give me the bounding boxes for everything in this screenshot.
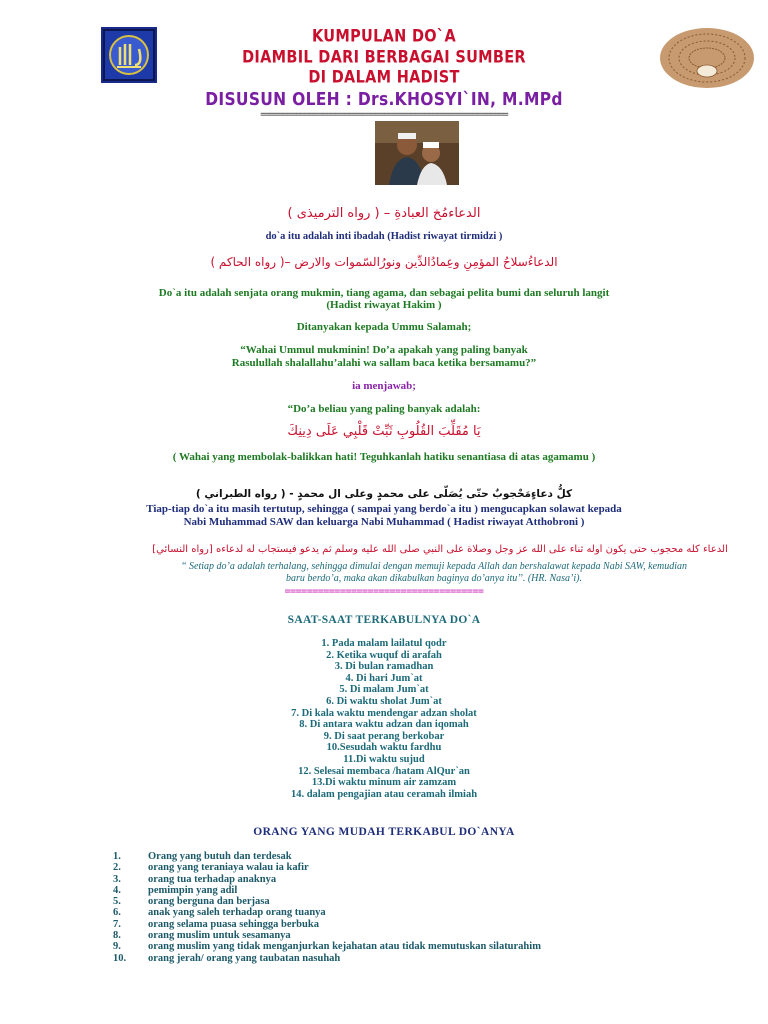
hadith-1-arabic: الدعاءمُخ العبادةِ – ( رواه الترميذى ) xyxy=(287,206,481,221)
list-item-number: 7. xyxy=(113,918,121,930)
list-item: 10.Sesudah waktu fardhu xyxy=(326,742,442,754)
hadith-2-arabic: الدعاءُسلاحُ المؤمِنِ وعِمادُالدِّين ونورُالسّموات والارض –( رواه الحاكم ) xyxy=(210,255,558,269)
title-line-1: KUMPULAN DO`A xyxy=(312,27,456,47)
portrait-photo xyxy=(375,121,459,185)
ummu-prayer-translation: ( Wahai yang membolak-balikkan hati! Teguhkanlah hatiku senantiasa di atas agamamu ) xyxy=(172,451,596,463)
list-item: 2. Ketika wuquf di arafah xyxy=(326,649,442,661)
hadith-2-translation-line-1: Do`a itu adalah senjata orang mukmin, tiang agama, dan sebagai pelita bumi dan seluruh langit xyxy=(158,287,610,299)
list-item-text: anak yang saleh terhadap orang tuanya xyxy=(148,907,326,919)
list-item: 11.Di waktu sujud xyxy=(343,753,425,765)
list-item xyxy=(113,941,541,952)
header-divider: ======================================================== xyxy=(260,110,508,120)
list-item: 7. Di kala waktu mendengar adzan sholat xyxy=(291,707,477,719)
list-item xyxy=(113,862,541,873)
list-item-text: orang muslim untuk sesamanya xyxy=(148,930,291,942)
list-item-number: 2. xyxy=(113,862,121,874)
list-item-number: 3. xyxy=(113,873,121,885)
list-item-text: orang jerah/ orang yang taubatan nasuhah xyxy=(148,952,341,964)
list-item: 6. Di waktu sholat Jum`at xyxy=(326,695,442,707)
list-item xyxy=(113,907,541,918)
saat-list xyxy=(0,638,768,800)
ummu-arabic-prayer: يَا مُقَلِّبَ القُلُوبِ ثَبِّتْ قَلْبِي عَلَى دِينِكَ xyxy=(287,424,481,439)
list-item-text: orang tua terhadap anaknya xyxy=(148,873,277,885)
ummu-question-line-1: “Wahai Ummul mukminin! Do’a apakah yang paling banyak xyxy=(240,344,528,356)
list-item-number: 1. xyxy=(113,851,121,862)
list-item-number: 4. xyxy=(113,884,121,896)
ummu-answer: “Do’a beliau yang paling banyak adalah: xyxy=(287,403,481,415)
section-divider: ==================================== xyxy=(284,586,484,597)
list-item: 4. Di hari Jum`at xyxy=(345,672,423,684)
list-item-text: Orang yang butuh dan terdesak xyxy=(148,851,292,862)
list-item-text: orang selama puasa sehingga berbuka xyxy=(148,918,319,930)
list-item xyxy=(113,896,541,907)
list-item-text: orang yang teraniaya walau ia kafir xyxy=(148,862,309,874)
title-line-2: DIAMBIL DARI BERBAGAI SUMBER xyxy=(242,48,526,68)
list-item-number: 8. xyxy=(113,930,121,942)
hadith-3-translation-line-2: Nabi Muhammad SAW dan keluarga Nabi Muhammad ( Hadist riwayat Atthobroni ) xyxy=(183,516,585,528)
hadith-3-arabic: كلُّ دعاءٍمَحْجوبٌ حتّى يُصَلّى على محمدٍ وعلى ال محمدٍ - ( رواه الطبراني ) xyxy=(195,488,573,500)
list-item: 14. dalam pengajian atau ceramah ilmiah xyxy=(290,788,478,800)
list-item xyxy=(113,885,541,896)
author-line: DISUSUN OLEH : Drs.KHOSYI`IN, M.MPd xyxy=(205,88,563,110)
list-item xyxy=(113,874,541,885)
list-item-text: pemimpin yang adil xyxy=(148,884,238,896)
list-item-number: 9. xyxy=(113,941,121,953)
list-item-text: orang muslim yang tidak menganjurkan kejahatan atau tidak memutuskan silaturahim xyxy=(148,941,541,953)
list-item-number: 10. xyxy=(113,952,127,964)
orang-list xyxy=(113,851,541,964)
saat-section-title: SAAT-SAAT TERKABULNYA DO`A xyxy=(287,614,481,626)
list-item: 5. Di malam Jum`at xyxy=(339,684,429,696)
hadith-4-arabic: الدعاء كله محجوب حتى يكون أوله ثناء على الله عز وجل وصلاة على النبي صلى الله عليه وسلم ثم يدعو فيستجاب له لدعاءه [رواه النسائي] xyxy=(152,544,728,555)
ummu-answer-intro: ia menjawab; xyxy=(352,380,416,392)
list-item-number: 6. xyxy=(113,907,121,919)
list-item: 3. Di bulan ramadhan xyxy=(334,661,434,673)
hadith-4-translation-line-2: baru berdo’a, maka akan dikabulkan baginya do’anya itu’’. (HR. Nasa’i). xyxy=(286,573,582,584)
list-item: 9. Di saat perang berkobar xyxy=(323,730,445,742)
list-item: 8. Di antara waktu adzan dan iqomah xyxy=(299,719,469,731)
hadith-4-translation-line-1: “ Setiap do’a adalah terhalang, sehingga dimulai dengan memuji kepada Allah dan bershalawat kepada Nabi SAW, kemudian xyxy=(180,561,688,572)
list-item xyxy=(113,953,541,964)
title-line-3: DI DALAM HADIST xyxy=(308,68,460,88)
hadith-3-translation-line-1: Tiap-tiap do`a itu masih tertutup, sehingga ( sampai yang berdo`a itu ) mengucapkan solawat kepada xyxy=(146,503,622,515)
list-item: 12. Selesai membaca /hatam AlQur`an xyxy=(298,765,470,777)
list-item: 13.Di waktu minum air zamzam xyxy=(311,777,457,789)
list-item: 1. Pada malam lailatul qodr xyxy=(321,638,447,649)
hadith-1-translation: do`a itu adalah inti ibadah (Hadist riwayat tirmidzi ) xyxy=(265,231,503,242)
list-item xyxy=(113,851,541,862)
ummu-question-line-2: Rasulullah shalallahu’alahi wa sallam baca ketika bersamamu?” xyxy=(231,357,537,369)
list-item xyxy=(113,930,541,941)
ummu-intro: Ditanyakan kepada Ummu Salamah; xyxy=(296,321,472,333)
list-item-number: 5. xyxy=(113,896,121,908)
orang-section-title: ORANG YANG MUDAH TERKABUL DO`ANYA xyxy=(253,826,515,838)
list-item xyxy=(113,919,541,930)
list-item-text: orang berguna dan berjasa xyxy=(148,896,270,908)
hadith-2-translation-line-2: (Hadist riwayat Hakim ) xyxy=(326,299,442,311)
